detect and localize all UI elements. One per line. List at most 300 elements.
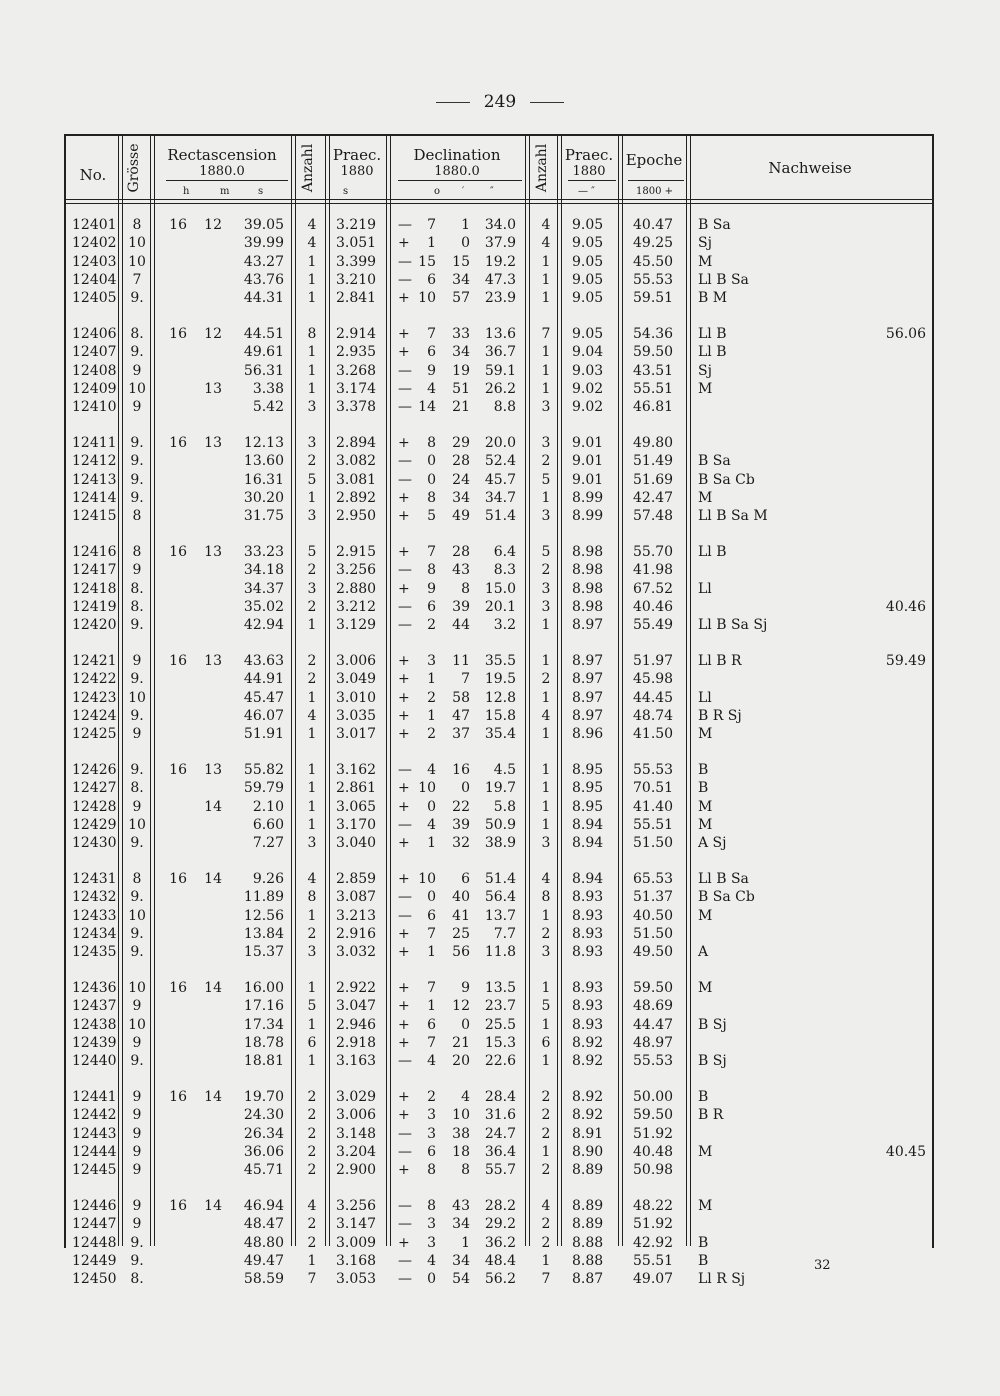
decl-degrees-cell: 8 <box>427 1198 436 1214</box>
groesse-cell: 9 <box>132 726 142 743</box>
decl-sign-cell: + <box>398 435 410 451</box>
ra-seconds-cell: 3.38 <box>252 380 284 397</box>
decl-minutes-cell: 7 <box>461 671 470 688</box>
decl-minutes-cell: 21 <box>452 399 470 416</box>
anzahl-1-cell: 1 <box>307 344 317 361</box>
praec-2-cell: 9.02 <box>572 380 604 397</box>
anzahl-2-cell: 2 <box>541 562 551 579</box>
ra-minutes-cell: 13 <box>204 380 222 397</box>
decl-degrees-cell: 4 <box>427 762 436 778</box>
groesse-cell: 9 <box>132 1125 142 1142</box>
praec-1-cell: 3.010 <box>336 689 377 706</box>
decl-degrees-cell: 6 <box>427 598 436 615</box>
decl-seconds-cell: 5.8 <box>493 798 516 815</box>
nachweise-cell: M <box>698 1143 713 1160</box>
decl-seconds-cell: 28.2 <box>484 1198 516 1214</box>
praec-1-cell: 2.880 <box>336 580 377 597</box>
anzahl-1-cell: 1 <box>307 726 317 743</box>
header-ra-epoch: 1880.0 <box>199 164 245 179</box>
praec-1-cell: 3.219 <box>336 217 377 233</box>
anzahl-1-cell: 1 <box>307 798 317 815</box>
header-decl-epoch: 1880.0 <box>434 164 480 179</box>
no-cell: 12417 <box>72 562 117 579</box>
ra-seconds-cell: 43.27 <box>243 253 284 270</box>
ra-seconds-cell: 16.00 <box>243 980 284 996</box>
epoche-cell: 70.51 <box>633 780 674 797</box>
decl-degrees-cell: 8 <box>427 435 436 451</box>
nachweise-cell: M <box>698 726 713 743</box>
decl-seconds-cell: 34.7 <box>484 489 516 506</box>
groesse-cell: 9 <box>132 1143 142 1160</box>
decl-sign-cell: + <box>398 1089 410 1105</box>
decl-sign-cell: + <box>398 1034 410 1051</box>
no-cell: 12445 <box>72 1162 117 1179</box>
praec-1-cell: 3.170 <box>336 816 377 833</box>
praec-2-cell: 9.05 <box>572 326 604 342</box>
ra-seconds-cell: 18.78 <box>243 1034 284 1051</box>
groesse-cell: 10 <box>128 907 146 924</box>
anzahl-2-cell: 1 <box>541 689 551 706</box>
no-cell: 12439 <box>72 1034 117 1051</box>
decl-minutes-cell: 41 <box>452 907 470 924</box>
epoche-cell: 55.70 <box>633 544 674 560</box>
praec-2-cell: 8.93 <box>572 925 604 942</box>
anzahl-1-cell: 2 <box>307 1125 317 1142</box>
ra-seconds-cell: 58.59 <box>243 1271 284 1288</box>
header-praec-1: Praec. <box>332 146 382 164</box>
groesse-cell: 9. <box>130 944 144 961</box>
decl-degrees-cell: 0 <box>427 889 436 906</box>
decl-seconds-cell: 3.2 <box>493 617 516 634</box>
no-cell: 12405 <box>72 290 117 307</box>
decl-sign-cell: — <box>398 907 412 924</box>
anzahl-1-cell: 1 <box>307 689 317 706</box>
decl-seconds-cell: 56.2 <box>484 1271 516 1288</box>
decl-minutes-cell: 32 <box>452 835 470 852</box>
decl-subheader-line <box>398 180 522 181</box>
anzahl-2-cell: 3 <box>541 835 551 852</box>
ra-seconds-cell: 12.56 <box>243 907 284 924</box>
epoche-cell: 49.07 <box>633 1271 674 1288</box>
ra-hours-cell: 16 <box>169 1089 187 1105</box>
anzahl-2-cell: 8 <box>541 889 551 906</box>
praec-2-cell: 9.02 <box>572 399 604 416</box>
decl-seconds-cell: 24.7 <box>484 1125 516 1142</box>
ra-seconds-cell: 42.94 <box>243 617 284 634</box>
nachweise-cell: Sj <box>698 362 712 379</box>
anzahl-1-cell: 4 <box>307 1198 317 1214</box>
header-praec-1-year: 1880 <box>340 164 374 179</box>
page-header <box>0 92 1000 112</box>
groesse-cell: 8 <box>132 217 142 233</box>
ra-minutes-cell: 14 <box>204 980 222 996</box>
epoche-cell: 40.50 <box>633 907 674 924</box>
praec-2-cell: 8.93 <box>572 998 604 1015</box>
ra-seconds-cell: 44.31 <box>243 290 284 307</box>
decl-sign-cell: + <box>398 689 410 706</box>
decl-degrees-cell: 0 <box>427 471 436 488</box>
anzahl-2-cell: 1 <box>541 907 551 924</box>
decl-degrees-cell: 2 <box>427 689 436 706</box>
col-sep <box>618 134 623 1246</box>
groesse-cell: 9 <box>132 1198 142 1214</box>
decl-degrees-cell: 0 <box>427 453 436 470</box>
extra-epoch-cell: 56.06 <box>885 326 926 342</box>
decl-minutes-cell: 12 <box>452 998 470 1015</box>
groesse-cell: 8. <box>130 780 144 797</box>
ra-seconds-cell: 43.76 <box>243 271 284 288</box>
decl-seconds-cell: 50.9 <box>484 816 516 833</box>
praec-2-cell: 8.96 <box>572 726 604 743</box>
anzahl-1-cell: 1 <box>307 489 317 506</box>
praec-2-cell: 8.87 <box>572 1271 604 1288</box>
anzahl-1-cell: 1 <box>307 780 317 797</box>
praec-2-cell: 8.94 <box>572 871 604 887</box>
epoche-cell: 50.00 <box>633 1089 674 1105</box>
ra-seconds-cell: 13.60 <box>243 453 284 470</box>
ra-seconds-cell: 49.61 <box>243 344 284 361</box>
ra-minutes-cell: 12 <box>204 326 222 342</box>
ra-seconds-cell: 59.79 <box>243 780 284 797</box>
nachweise-cell: Ll B <box>698 344 727 361</box>
praec-2-cell: 9.01 <box>572 435 604 451</box>
decl-seconds-cell: 20.1 <box>484 598 516 615</box>
decl-seconds-cell: 7.7 <box>493 925 516 942</box>
anzahl-1-cell: 3 <box>307 435 317 451</box>
praec-1-cell: 2.900 <box>336 1162 377 1179</box>
decl-sign-cell: — <box>398 1252 412 1269</box>
decl-minutes-cell: 24 <box>452 471 470 488</box>
anzahl-2-cell: 1 <box>541 380 551 397</box>
decl-sign-cell: + <box>398 1016 410 1033</box>
anzahl-2-cell: 1 <box>541 816 551 833</box>
no-cell: 12440 <box>72 1053 117 1070</box>
groesse-cell: 9 <box>132 399 142 416</box>
ra-seconds-cell: 44.91 <box>243 671 284 688</box>
praec-1-cell: 3.256 <box>336 1198 377 1214</box>
col-sep <box>325 134 330 1246</box>
epoche-cell: 55.53 <box>633 1053 674 1070</box>
praec-2-cell: 9.05 <box>572 217 604 233</box>
praec-1-cell: 2.916 <box>336 925 377 942</box>
decl-minutes-cell: 9 <box>461 980 470 996</box>
anzahl-1-cell: 5 <box>307 998 317 1015</box>
anzahl-2-cell: 7 <box>541 1271 551 1288</box>
epoche-cell: 55.49 <box>633 617 674 634</box>
col-sep <box>557 134 562 1246</box>
decl-degrees-cell: 3 <box>427 1234 436 1251</box>
decl-sign-cell: + <box>398 798 410 815</box>
decl-sign-cell: + <box>398 1107 410 1124</box>
decl-sign-cell: — <box>398 762 412 778</box>
praec-1-cell: 3.087 <box>336 889 377 906</box>
decl-seconds-cell: 36.4 <box>484 1143 516 1160</box>
decl-minutes-cell: 8 <box>461 580 470 597</box>
decl-degrees-cell: 5 <box>427 508 436 525</box>
decl-minutes-cell: 58 <box>452 689 470 706</box>
praec-1-cell: 3.049 <box>336 671 377 688</box>
decl-minutes-cell: 43 <box>452 1198 470 1214</box>
praec-2-cell: 8.99 <box>572 508 604 525</box>
praec-1-cell: 3.065 <box>336 798 377 815</box>
groesse-cell: 9. <box>130 435 144 451</box>
praec-2-cell: 9.04 <box>572 344 604 361</box>
epoche-cell: 48.22 <box>633 1198 674 1214</box>
praec-1-cell: 2.861 <box>336 780 377 797</box>
decl-seconds-cell: 28.4 <box>484 1089 516 1105</box>
ra-seconds-cell: 2.10 <box>252 798 284 815</box>
praec-1-cell: 3.053 <box>336 1271 377 1288</box>
groesse-cell: 7 <box>132 271 142 288</box>
anzahl-1-cell: 1 <box>307 253 317 270</box>
epoche-cell: 59.50 <box>633 980 674 996</box>
decl-minutes-cell: 28 <box>452 453 470 470</box>
ra-minutes-cell: 14 <box>204 871 222 887</box>
nachweise-cell: M <box>698 1198 713 1214</box>
nachweise-cell: Ll B Sa <box>698 871 749 887</box>
praec-2-cell: 8.93 <box>572 907 604 924</box>
praec-2-cell: 8.97 <box>572 689 604 706</box>
anzahl-1-cell: 2 <box>307 562 317 579</box>
decl-degrees-cell: 9 <box>427 580 436 597</box>
anzahl-1-cell: 8 <box>307 326 317 342</box>
decl-seconds-cell: 36.2 <box>484 1234 516 1251</box>
ra-seconds-cell: 49.47 <box>243 1252 284 1269</box>
decl-seconds-cell: 26.2 <box>484 380 516 397</box>
nachweise-cell: B <box>698 1089 709 1105</box>
decl-minutes-cell: 57 <box>452 290 470 307</box>
epoche-cell: 49.25 <box>633 235 674 252</box>
ra-seconds-cell: 17.16 <box>243 998 284 1015</box>
anzahl-2-cell: 4 <box>541 871 551 887</box>
decl-seconds-cell: 45.7 <box>484 471 516 488</box>
anzahl-2-cell: 1 <box>541 1252 551 1269</box>
groesse-cell: 8 <box>132 508 142 525</box>
no-cell: 12404 <box>72 271 117 288</box>
epoche-cell: 41.50 <box>633 726 674 743</box>
praec-2-cell: 8.92 <box>572 1089 604 1105</box>
ra-seconds-cell: 24.30 <box>243 1107 284 1124</box>
decl-degrees-cell: 3 <box>427 1125 436 1142</box>
anzahl-1-cell: 2 <box>307 1234 317 1251</box>
decl-seconds-cell: 13.7 <box>484 907 516 924</box>
decl-degrees-cell: 10 <box>418 871 436 887</box>
header-decl: Declination <box>413 146 501 164</box>
anzahl-2-cell: 3 <box>541 508 551 525</box>
epoche-cell: 49.50 <box>633 944 674 961</box>
anzahl-1-cell: 4 <box>307 871 317 887</box>
no-cell: 12448 <box>72 1234 117 1251</box>
decl-minutes-cell: 8 <box>461 1162 470 1179</box>
ra-seconds-cell: 55.82 <box>243 762 284 778</box>
anzahl-2-cell: 2 <box>541 671 551 688</box>
no-cell: 12436 <box>72 980 117 996</box>
no-cell: 12431 <box>72 871 117 887</box>
decl-minutes-cell: 34 <box>452 489 470 506</box>
ra-seconds-cell: 48.80 <box>243 1234 284 1251</box>
ra-minutes-cell: 12 <box>204 217 222 233</box>
epoche-cell: 55.51 <box>633 1252 674 1269</box>
praec-1-cell: 3.032 <box>336 944 377 961</box>
epoche-cell: 55.51 <box>633 380 674 397</box>
anzahl-2-cell: 1 <box>541 780 551 797</box>
nachweise-cell: B R <box>698 1107 724 1124</box>
decl-sign-cell: — <box>398 598 412 615</box>
header-ra-h: h <box>183 186 190 197</box>
decl-seconds-cell: 47.3 <box>484 271 516 288</box>
nachweise-cell: Ll R Sj <box>698 1271 746 1288</box>
decl-degrees-cell: 7 <box>427 544 436 560</box>
nachweise-cell: Sj <box>698 235 712 252</box>
nachweise-cell: Ll B <box>698 544 727 560</box>
no-cell: 12419 <box>72 598 117 615</box>
anzahl-2-cell: 3 <box>541 399 551 416</box>
nachweise-cell: Ll B <box>698 326 727 342</box>
epoche-cell: 54.36 <box>633 326 674 342</box>
groesse-cell: 8. <box>130 1271 144 1288</box>
no-cell: 12425 <box>72 726 117 743</box>
groesse-cell: 9. <box>130 471 144 488</box>
decl-sign-cell: + <box>398 871 410 887</box>
no-cell: 12409 <box>72 380 117 397</box>
decl-degrees-cell: 0 <box>427 798 436 815</box>
decl-degrees-cell: 3 <box>427 653 436 669</box>
praec-1-cell: 3.162 <box>336 762 377 778</box>
col-sep <box>150 134 155 1246</box>
decl-sign-cell: + <box>398 707 410 724</box>
anzahl-2-cell: 2 <box>541 1107 551 1124</box>
decl-sign-cell: — <box>398 816 412 833</box>
praec-2-cell: 9.03 <box>572 362 604 379</box>
nachweise-cell: M <box>698 489 713 506</box>
decl-sign-cell: + <box>398 1162 410 1179</box>
praec-1-cell: 3.174 <box>336 380 377 397</box>
praec-2-cell: 9.05 <box>572 290 604 307</box>
praec-1-cell: 3.168 <box>336 1252 377 1269</box>
anzahl-2-cell: 5 <box>541 998 551 1015</box>
anzahl-2-cell: 2 <box>541 453 551 470</box>
decl-seconds-cell: 20.0 <box>484 435 516 451</box>
ra-minutes-cell: 13 <box>204 653 222 669</box>
ra-minutes-cell: 13 <box>204 762 222 778</box>
praec-2-cell: 8.93 <box>572 889 604 906</box>
no-cell: 12421 <box>72 653 117 669</box>
decl-sign-cell: — <box>398 562 412 579</box>
praec-2-cell: 8.88 <box>572 1252 604 1269</box>
praec-2-cell: 8.97 <box>572 671 604 688</box>
header-epoche: Epoche <box>625 151 683 169</box>
decl-sign-cell: + <box>398 944 410 961</box>
header-anzahl-2: Anzahl <box>534 143 550 193</box>
anzahl-2-cell: 4 <box>541 707 551 724</box>
epoche-cell: 48.74 <box>633 707 674 724</box>
decl-sign-cell: + <box>398 290 410 307</box>
groesse-cell: 10 <box>128 380 146 397</box>
anzahl-2-cell: 2 <box>541 1125 551 1142</box>
groesse-cell: 9. <box>130 290 144 307</box>
decl-degrees-cell: 1 <box>427 998 436 1015</box>
decl-sign-cell: + <box>398 980 410 996</box>
anzahl-2-cell: 1 <box>541 653 551 669</box>
header-epoche-unit: 1800 + <box>636 186 674 197</box>
anzahl-1-cell: 3 <box>307 580 317 597</box>
anzahl-1-cell: 3 <box>307 944 317 961</box>
anzahl-2-cell: 2 <box>541 1216 551 1233</box>
decl-minutes-cell: 16 <box>452 762 470 778</box>
anzahl-2-cell: 3 <box>541 435 551 451</box>
praec-2-cell: 8.90 <box>572 1143 604 1160</box>
praec-2-cell: 8.98 <box>572 580 604 597</box>
anzahl-2-cell: 1 <box>541 362 551 379</box>
no-cell: 12438 <box>72 1016 117 1033</box>
epoche-cell: 51.97 <box>633 653 674 669</box>
decl-minutes-cell: 56 <box>452 944 470 961</box>
ra-hours-cell: 16 <box>169 326 187 342</box>
epoche-cell: 50.98 <box>633 1162 674 1179</box>
groesse-cell: 10 <box>128 235 146 252</box>
praec-2-cell: 9.01 <box>572 453 604 470</box>
praec-2-cell: 8.98 <box>572 544 604 560</box>
no-cell: 12444 <box>72 1143 117 1160</box>
decl-sign-cell: — <box>398 453 412 470</box>
decl-degrees-cell: 7 <box>427 1034 436 1051</box>
groesse-cell: 8. <box>130 598 144 615</box>
groesse-cell: 9 <box>132 1089 142 1105</box>
nachweise-cell: B Sj <box>698 1053 727 1070</box>
anzahl-2-cell: 1 <box>541 726 551 743</box>
anzahl-2-cell: 5 <box>541 471 551 488</box>
epoche-cell: 49.80 <box>633 435 674 451</box>
praec-1-cell: 3.006 <box>336 653 377 669</box>
header-ra-m: m <box>220 186 230 197</box>
no-cell: 12433 <box>72 907 117 924</box>
decl-minutes-cell: 19 <box>452 362 470 379</box>
decl-degrees-cell: 1 <box>427 671 436 688</box>
decl-minutes-cell: 44 <box>452 617 470 634</box>
decl-sign-cell: + <box>398 489 410 506</box>
no-cell: 12429 <box>72 816 117 833</box>
decl-degrees-cell: 1 <box>427 707 436 724</box>
anzahl-1-cell: 1 <box>307 762 317 778</box>
epoche-cell: 55.51 <box>633 816 674 833</box>
praec-1-cell: 2.914 <box>336 326 377 342</box>
header-anzahl-1: Anzahl <box>300 143 316 193</box>
anzahl-1-cell: 1 <box>307 1016 317 1033</box>
praec-1-cell: 3.268 <box>336 362 377 379</box>
groesse-cell: 9 <box>132 1162 142 1179</box>
decl-minutes-cell: 4 <box>461 1089 470 1105</box>
anzahl-2-cell: 1 <box>541 762 551 778</box>
praec-1-cell: 3.399 <box>336 253 377 270</box>
no-cell: 12407 <box>72 344 117 361</box>
praec-1-cell: 3.213 <box>336 907 377 924</box>
ra-minutes-cell: 14 <box>204 1089 222 1105</box>
decl-seconds-cell: 23.7 <box>484 998 516 1015</box>
groesse-cell: 9. <box>130 762 144 778</box>
ra-seconds-cell: 48.47 <box>243 1216 284 1233</box>
ra-hours-cell: 16 <box>169 980 187 996</box>
groesse-cell: 10 <box>128 980 146 996</box>
groesse-cell: 9 <box>132 1216 142 1233</box>
decl-minutes-cell: 37 <box>452 726 470 743</box>
header-groesse: Grösse <box>126 143 142 193</box>
anzahl-2-cell: 5 <box>541 544 551 560</box>
decl-minutes-cell: 34 <box>452 1216 470 1233</box>
praec-2-cell: 8.89 <box>572 1198 604 1214</box>
ra-seconds-cell: 5.42 <box>252 399 284 416</box>
anzahl-2-cell: 1 <box>541 344 551 361</box>
decl-degrees-cell: 2 <box>427 1089 436 1105</box>
